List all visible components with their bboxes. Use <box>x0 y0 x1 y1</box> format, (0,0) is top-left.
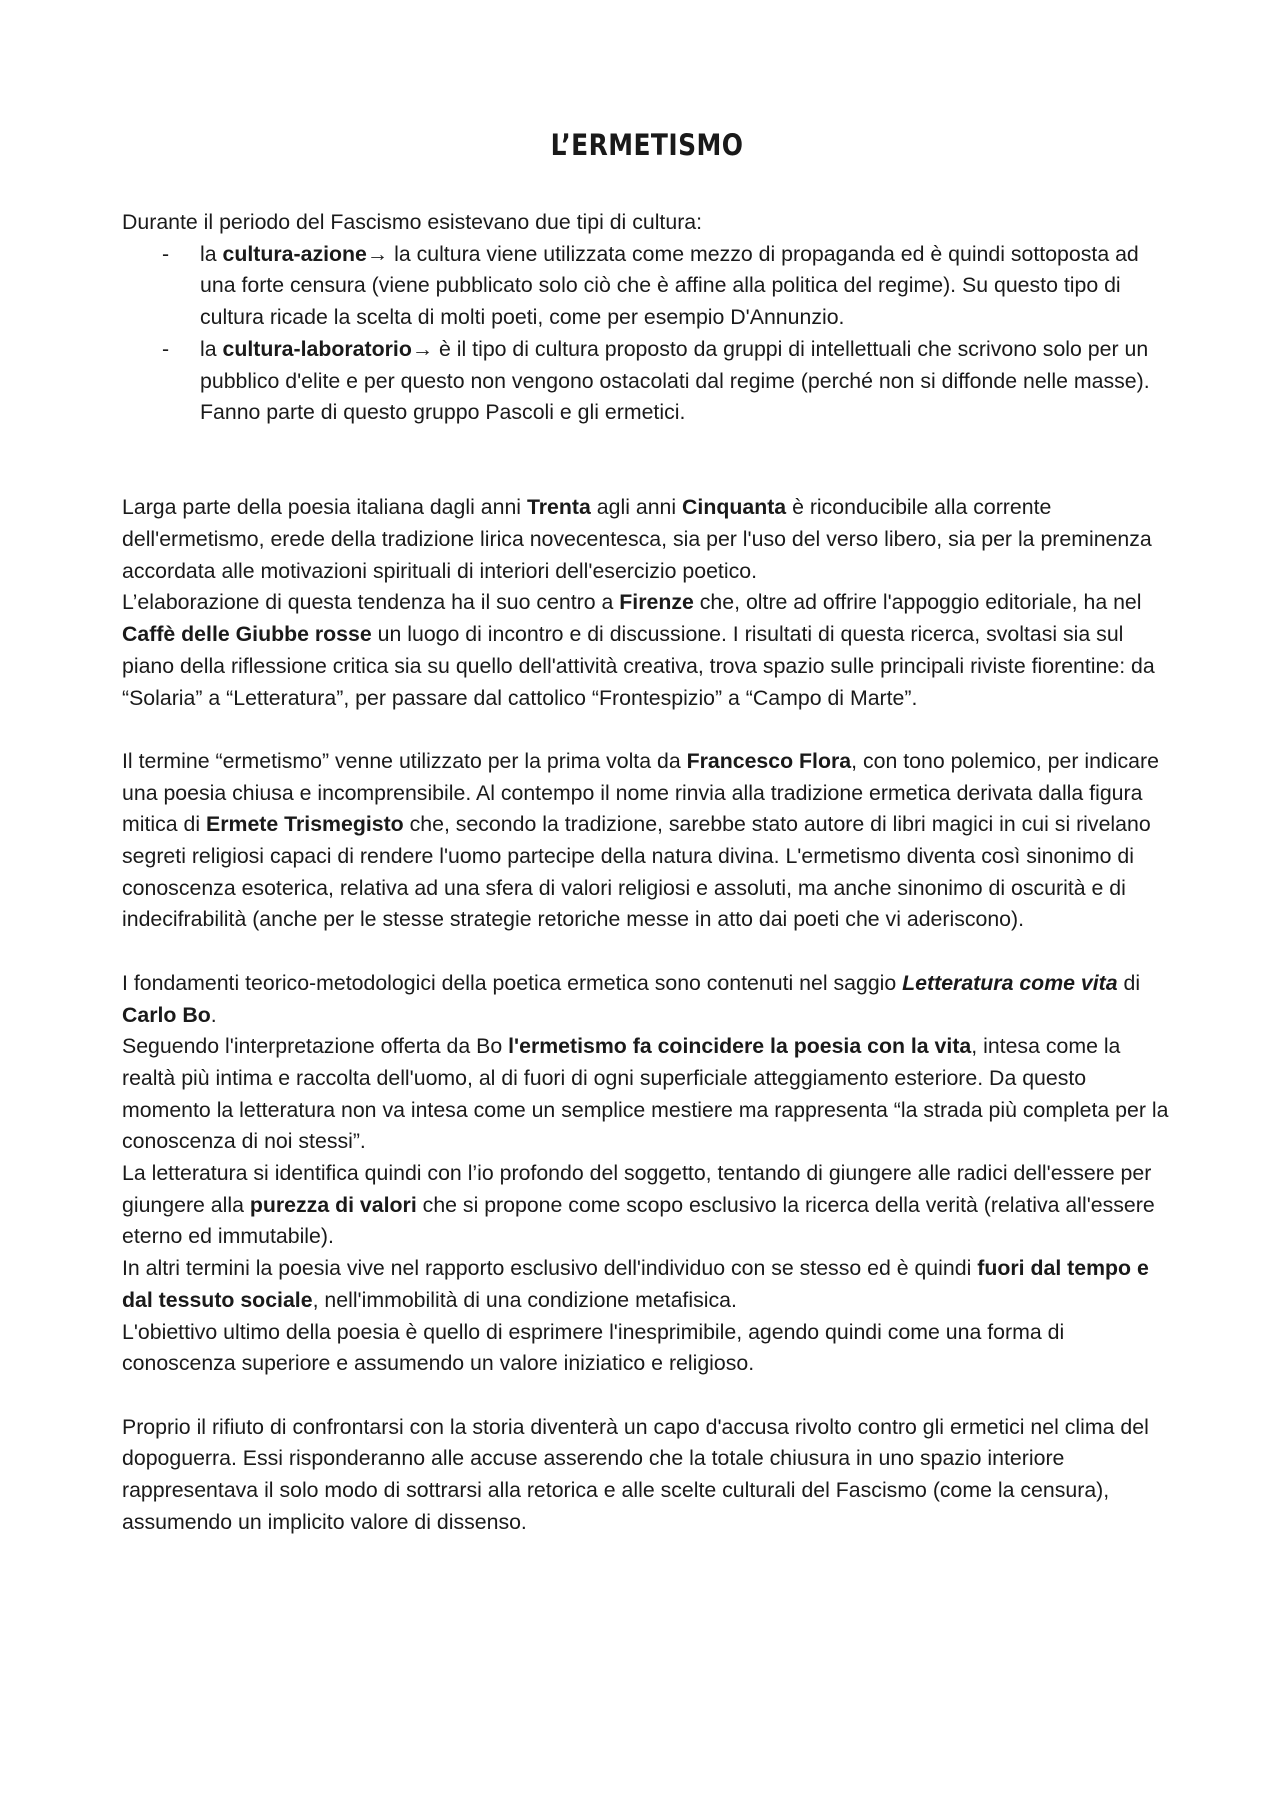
paragraph-objective: L'obiettivo ultimo della poesia è quello di esprimere l'inesprimibile, agendo quindi come una forma di conoscenza superiore e assumendo un valore iniziatico e religioso. <box>122 1319 1065 1376</box>
page-title: L’ERMETISMO <box>550 128 744 162</box>
spacer <box>122 936 1172 968</box>
paragraph-bo-interpretation: Seguendo l'interpretazione offerta da Bo l'ermetismo fa coincidere la poesia con la vita, intesa come la realtà più intima e raccolta dell'uomo, al di fuori di ogni superficiale atteggiamento esteriore. Da questo momento la letteratura non va intesa come un semplice mestiere ma rappresenta “la strada più completa per la conoscenza di noi stessi”. <box>122 1034 1169 1154</box>
list-item: - la cultura-laboratorio→ è il tipo di cultura proposto da gruppi di intellettuali che scrivono solo per un pubblico d'elite e per questo non vengono ostacolati dal regime (perché non si diffonde nelle masse). Fanno parte di questo gruppo Pascoli e gli ermetici. <box>122 334 1172 429</box>
term-cultura-azione: cultura-azione <box>222 241 367 266</box>
spacer <box>122 714 1172 746</box>
arrow-icon: → <box>411 336 434 361</box>
dash-bullet: - <box>162 241 170 266</box>
paragraph-other-terms: In altri termini la poesia vive nel rapporto esclusivo dell'individuo con se stesso ed è quindi fuori dal tempo e dal tessuto sociale, nell'immobilità di una condizione metafisica. <box>122 1256 1149 1312</box>
paragraph-term-origin: Il termine “ermetismo” venne utilizzato per la prima volta da Francesco Flora, con tono polemico, per indicare una poesia chiusa e incomprensibile. Al contempo il nome rinvia alla tradizione ermetica derivata dalla figura mitica di Ermete Trismegisto che, secondo la tradizione, sarebbe stato autore di libri magici in cui si rivelano segreti religiosi capaci di rendere l'uomo partecipe della natura divina. L'ermetismo diventa così sinonimo di conoscenza esoterica, relativa ad una sfera di valori religiosi e assoluti, ma anche sinonimo di oscurità e di indecifrabilità (anche per le stesse strategie retoriche messe in atto dai poeti che vi aderiscono). <box>122 748 1159 932</box>
paragraph-florence: L’elaborazione di questa tendenza ha il suo centro a Firenze che, oltre ad offrire l'appoggio editoriale, ha nel Caffè delle Giubbe rosse un luogo di incontro e di discussione. I risultati di questa ricerca, svoltasi sia sul piano della riflessione critica sia su quello dell'attività creativa, trova spazio sulle principali riviste fiorentine: da “Solaria” a “Letteratura”, per passare dal cattolico “Frontespizio” a “Campo di Marte”. <box>122 590 1155 710</box>
intro-paragraph: Durante il periodo del Fascismo esistevano due tipi di cultura: <box>122 210 703 234</box>
dash-bullet: - <box>162 336 170 361</box>
term-cultura-laboratorio: cultura-laboratorio <box>222 336 412 361</box>
spacer <box>122 429 1172 492</box>
list-item: - la cultura-azione→ la cultura viene utilizzata come mezzo di propaganda ed è quindi sottoposta ad una forte censura (viene pubblicato solo ciò che è affine alla politica del regime). Su questo tipo di cultura ricade la scelta di molti poeti, come per esempio D'Annunzio. <box>122 239 1172 334</box>
document-body <box>122 207 1172 1538</box>
culture-types-list <box>122 239 1172 429</box>
paragraph-origins: Larga parte della poesia italiana dagli anni Trenta agli anni Cinquanta è riconducibile alla corrente dell'ermetismo, erede della tradizione lirica novecentesca, sia per l'uso del verso libero, sia per la preminenza accordata alle motivazioni spirituali di interiori dell'esercizio poetico. <box>122 495 1152 583</box>
paragraph-conclusion: Proprio il rifiuto di confrontarsi con la storia diventerà un capo d'accusa rivolto contro gli ermetici nel clima del dopoguerra. Essi risponderanno alle accuse asserendo che la totale chiusura in uno spazio interiore rappresentava il solo modo di sottrarsi alla retorica e alle scelte culturali del Fascismo (come la censura), assumendo un implicito valore di dissenso. <box>122 1414 1149 1534</box>
spacer <box>122 1380 1172 1412</box>
paragraph-identity: La letteratura si identifica quindi con l’io profondo del soggetto, tentando di giungere alle radici dell'essere per giungere alla purezza di valori che si propone come scopo esclusivo la ricerca della verità (relativa all'essere eterno ed immutabile). <box>122 1161 1155 1249</box>
paragraph-foundations: I fondamenti teorico-metodologici della poetica ermetica sono contenuti nel saggio Letteratura come vita di Carlo Bo. <box>122 970 1141 1027</box>
arrow-icon: → <box>366 241 389 266</box>
